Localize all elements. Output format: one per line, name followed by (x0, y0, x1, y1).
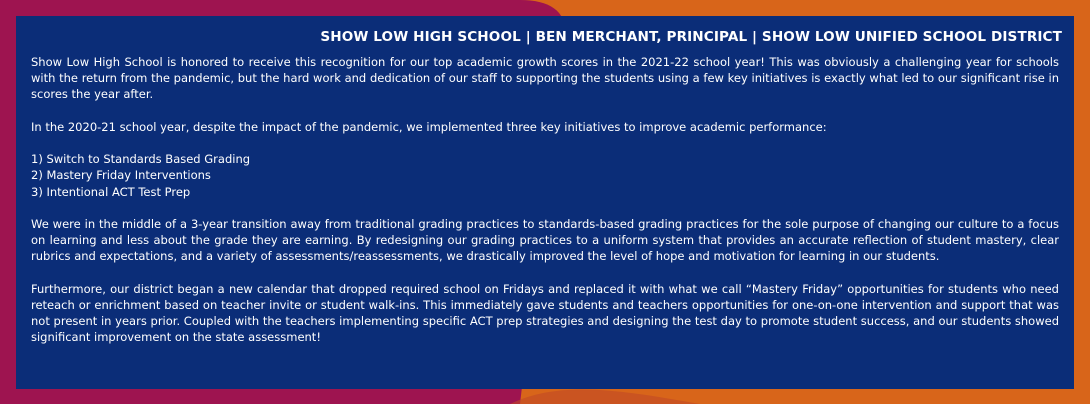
list-item: 3) Intentional ACT Test Prep (31, 184, 191, 199)
paragraph-intro: Show Low High School is honored to receive this recognition for our top academic growth scores in the 2021-22 school year! This was obviously a challenging year for schools with the return from the pandemic, but the hard work and dedication of our staff to supporting the students using a few key initiatives is exactly what led to our significant rise in scores the year after. (31, 55, 1059, 102)
content-panel (16, 16, 1074, 389)
list-item: 2) Mastery Friday Interventions (31, 168, 211, 183)
page-heading: SHOW LOW HIGH SCHOOL | BEN MERCHANT, PRINCIPAL | SHOW LOW UNIFIED SCHOOL DISTRICT (320, 29, 1062, 45)
paragraph-grading: We were in the middle of a 3-year transition away from traditional grading practices to standards-based grading practices for the sole purpose of changing our culture to a focus on learning and less about the grade they are earning. By redesigning our grading practices to a uniform system that provides an accurate reflection of student mastery, clear rubrics and expectations, and a variety of assessments/reassessments, we drastically improved the level of hope and motivation for learning in our students. (31, 216, 1059, 264)
initiatives-list (31, 151, 1059, 200)
paragraph-initiatives-intro: In the 2020-21 school year, despite the impact of the pandemic, we implemented three key initiatives to improve academic performance: (31, 119, 827, 134)
list-item: 1) Switch to Standards Based Grading (31, 152, 251, 167)
paragraph-mastery-friday: Furthermore, our district began a new calendar that dropped required school on Fridays and replaced it with what we call “Mastery Friday” opportunities for students who need reteach or enrichment based on teacher invite or student walk-ins. This immediately gave students and teachers opportunities for one-on-one intervention and support that was not present in years prior. Coupled with the teachers implementing specific ACT prep strategies and designing the test day to promote student success, and our students showed significant improvement on the state assessment! (31, 281, 1059, 345)
